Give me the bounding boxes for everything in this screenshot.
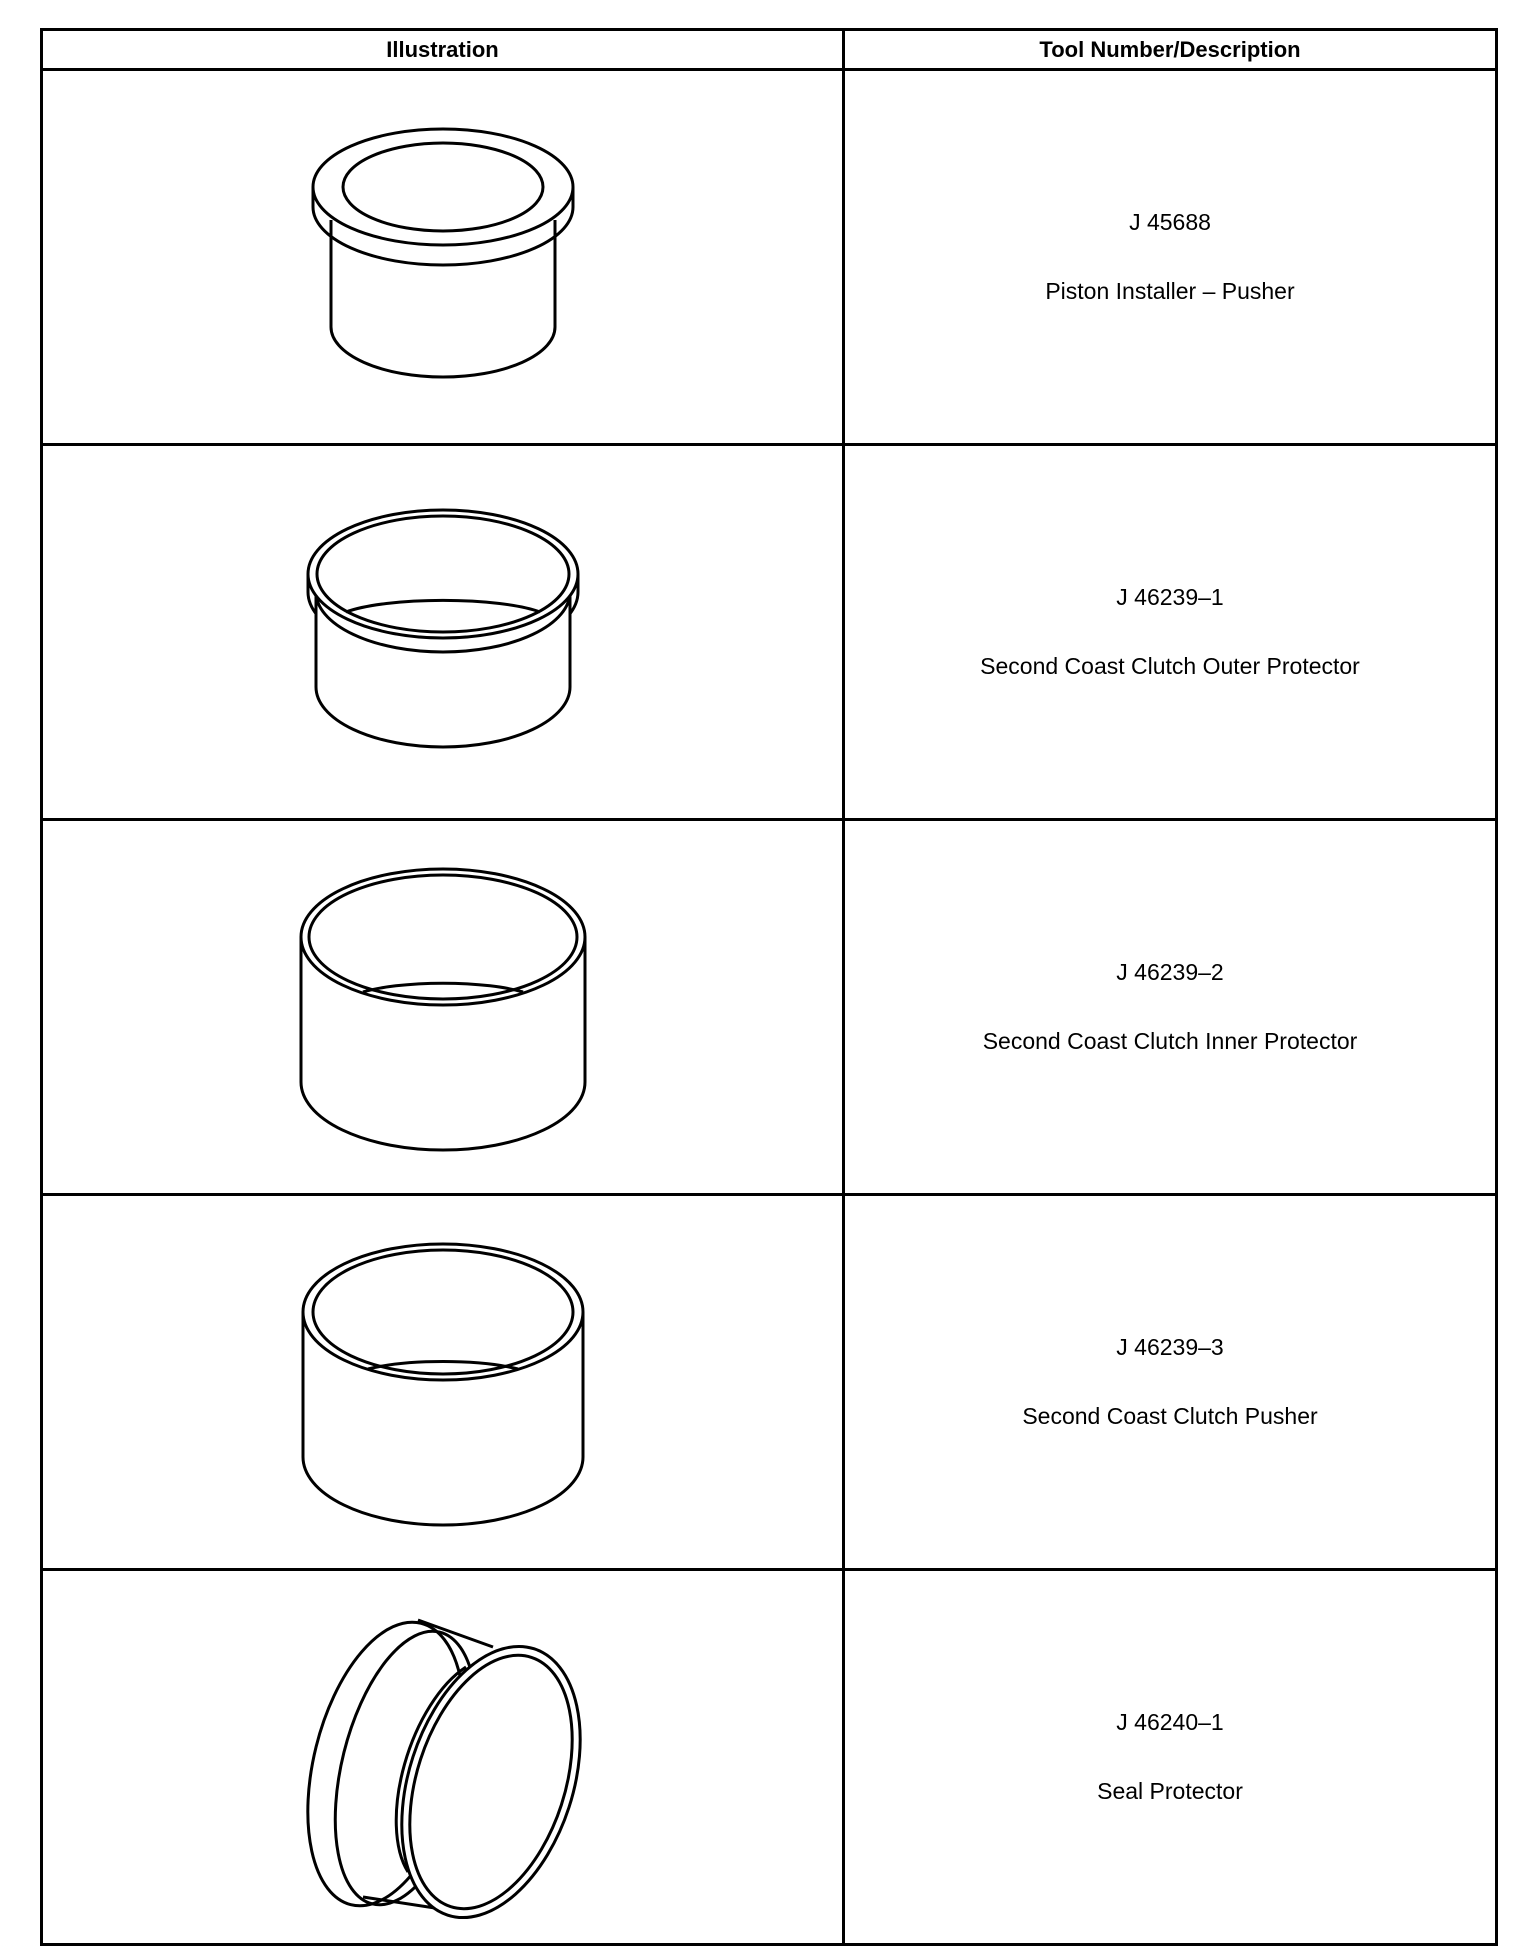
table-row [42,820,1497,1195]
tool-number: J 46240–1 [1116,1709,1224,1735]
tool-number: J 46239–3 [1116,1334,1224,1360]
table-row [42,1570,1497,1945]
tool-description: Second Coast Clutch Pusher [1022,1403,1318,1429]
header-row [42,30,1497,70]
description-cell [844,70,1497,445]
table-row [42,445,1497,820]
tool-description: Seal Protector [1097,1778,1243,1804]
illustration-cell [42,445,844,820]
tool-description: Second Coast Clutch Outer Protector [980,653,1360,679]
illustration-cell [42,1570,844,1945]
seal-protector-icon [288,1592,598,1922]
description-cell [844,1195,1497,1570]
tool-description: Second Coast Clutch Inner Protector [982,1028,1358,1054]
header-illustration: Illustration [42,30,844,70]
tool-number: J 45688 [1129,209,1211,235]
clutch-pusher-icon [293,1227,593,1537]
illustration-cell [42,820,844,1195]
tool-description: Piston Installer – Pusher [1045,278,1295,304]
description-cell [844,445,1497,820]
header-tool-number-description: Tool Number/Description [844,30,1497,70]
illustration-cell [42,70,844,445]
tool-table [40,28,1498,1946]
table-row [42,1195,1497,1570]
illustration-cell [42,1195,844,1570]
outer-protector-icon [288,482,598,782]
description-cell [844,1570,1497,1945]
table-row [42,70,1497,445]
inner-protector-icon [293,852,593,1162]
description-cell [844,820,1497,1195]
tool-number: J 46239–1 [1116,584,1224,610]
tool-number: J 46239–2 [1116,959,1224,985]
piston-installer-pusher-icon [293,92,593,422]
